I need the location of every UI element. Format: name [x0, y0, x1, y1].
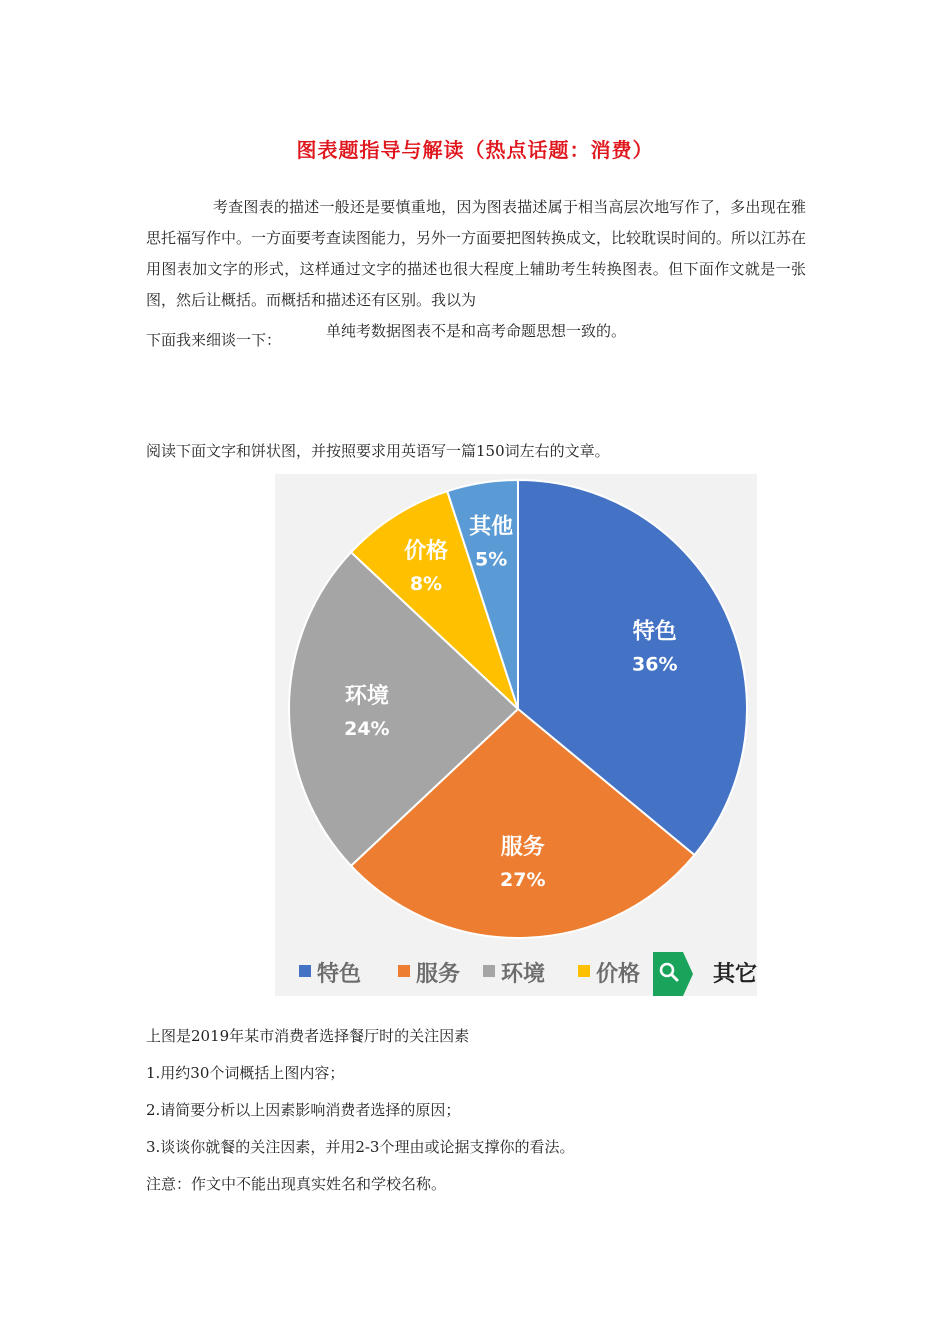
pie-chart-svg	[275, 474, 757, 996]
requirement-3: 3.谈谈你就餐的关注因素，并用2-3个理由或论据支撑你的看法。	[146, 1138, 575, 1156]
slice-label-category: 其他	[469, 514, 514, 540]
slice-label-value: 8%	[409, 572, 443, 595]
search-overlay-button[interactable]	[653, 952, 693, 996]
slice-label-category: 价格	[403, 538, 448, 564]
legend-swatch	[299, 965, 311, 977]
legend-label: 环境	[501, 962, 546, 987]
legend-swatch	[483, 965, 495, 977]
chart-caption: 上图是2019年某市消费者选择餐厅时的关注因素	[146, 1027, 470, 1045]
intro-text-last: 单纯考数据图表不是和高考命题思想一致的。	[325, 322, 626, 340]
lead-line: 下面我来细谈一下：	[146, 331, 282, 349]
legend-label: 特色	[317, 962, 362, 987]
slice-label-category: 服务	[500, 835, 545, 861]
slice-label-value: 24%	[344, 718, 390, 740]
requirement-2: 2.请简要分析以上因素影响消费者选择的原因；	[146, 1101, 461, 1119]
slice-label-value: 5%	[474, 548, 508, 571]
legend-label: 价格	[596, 962, 641, 987]
note-line: 注意：作文中不能出现真实姓名和学校名称。	[146, 1175, 447, 1193]
requirement-1: 1.用约30个词概括上图内容；	[146, 1064, 345, 1082]
slice-label-value: 27%	[500, 869, 546, 892]
legend-label: 其它	[713, 962, 757, 987]
slice-label-value: 36%	[632, 653, 678, 676]
legend-label: 服务	[416, 962, 461, 987]
intro-paragraph	[146, 192, 806, 347]
task-line: 阅读下面文字和饼状图，并按照要求用英语写一篇150词左右的文章。	[146, 442, 610, 460]
legend-swatch	[398, 965, 410, 977]
intro-text: 考查图表的描述一般还是要慎重地，因为图表描述属于相当高层次地写作了，多出现在雅思托福写作中。一方面要考查读图能力，另外一方面要把图转换成文，比较耽误时间的。所以江苏在用图表加文字的形式，这样通过文字的描述也很大程度上辅助考生转换图表。但下面作文就是一张图，然后让概括。而概括和描述还有区别。我以为	[146, 198, 807, 309]
document-title: 图表题指导与解读（热点话题：消费）	[296, 138, 654, 162]
pie-chart	[275, 474, 757, 996]
slice-label-category: 环境	[344, 684, 389, 709]
legend-swatch	[578, 965, 590, 977]
slice-label-category: 特色	[632, 619, 677, 645]
